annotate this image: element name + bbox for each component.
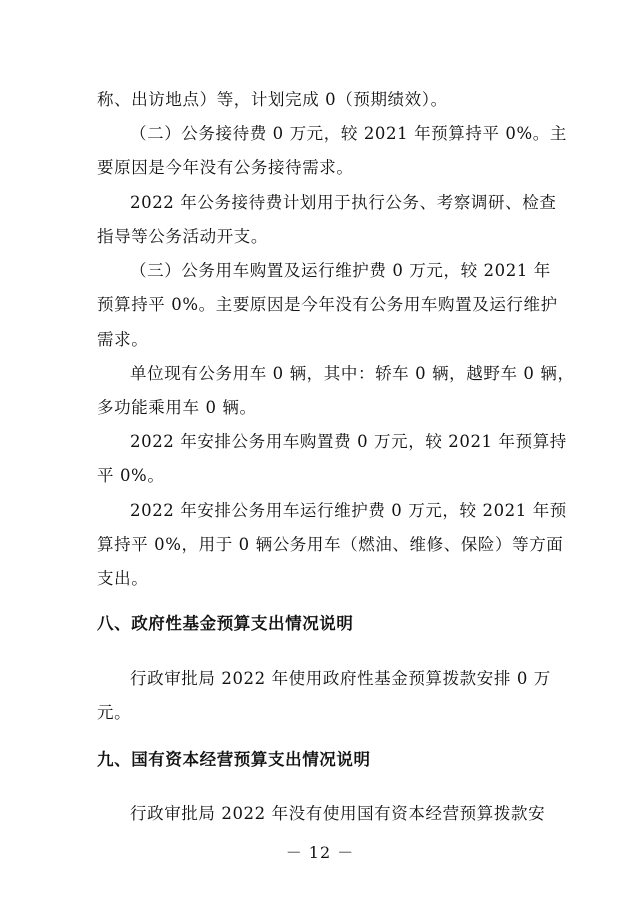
paragraph-line: 元。 xyxy=(97,703,132,722)
paragraph-line: 2022 年安排公务用车购置费 0 万元，较 2021 年预算持 xyxy=(130,432,567,451)
paragraph-line: 行政审批局 2022 年没有使用国有资本经营预算拨款安 xyxy=(130,804,546,823)
paragraph-line: 预算持平 0%。主要原因是今年没有公务用车购置及运行维护 xyxy=(97,295,558,314)
section-heading-9: 九、国有资本经营预算支出情况说明 xyxy=(97,750,371,769)
paragraph-line: 称、出访地点）等，计划完成 0（预期绩效）。 xyxy=(97,90,448,109)
paragraph-line: 2022 年公务接待费计划用于执行公务、考察调研、检查 xyxy=(130,193,557,212)
page-number: － 12 － xyxy=(285,843,355,862)
paragraph-line: （二）公务接待费 0 万元，较 2021 年预算持平 0%。主 xyxy=(130,124,567,143)
section-heading-8: 八、政府性基金预算支出情况说明 xyxy=(97,614,354,633)
paragraph-line: 需求。 xyxy=(97,330,149,349)
paragraph-line: 要原因是今年没有公务接待需求。 xyxy=(97,158,354,177)
paragraph-line: 2022 年安排公务用车运行维护费 0 万元，较 2021 年预 xyxy=(130,501,567,520)
paragraph-line: 指导等公务活动开支。 xyxy=(97,227,268,246)
paragraph-line: 单位现有公务用车 0 辆，其中：轿车 0 辆，越野车 0 辆， xyxy=(130,364,575,383)
paragraph-line: 多功能乘用车 0 辆。 xyxy=(97,398,257,417)
paragraph-line: 行政审批局 2022 年使用政府性基金预算拨款安排 0 万 xyxy=(130,669,551,688)
paragraph-line: 平 0%。 xyxy=(97,466,165,485)
paragraph-line: 算持平 0%，用于 0 辆公务用车（燃油、维修、保险）等方面 xyxy=(97,535,564,554)
paragraph-line: （三）公务用车购置及运行维护费 0 万元，较 2021 年 xyxy=(130,261,551,280)
paragraph-line: 支出。 xyxy=(97,569,149,588)
